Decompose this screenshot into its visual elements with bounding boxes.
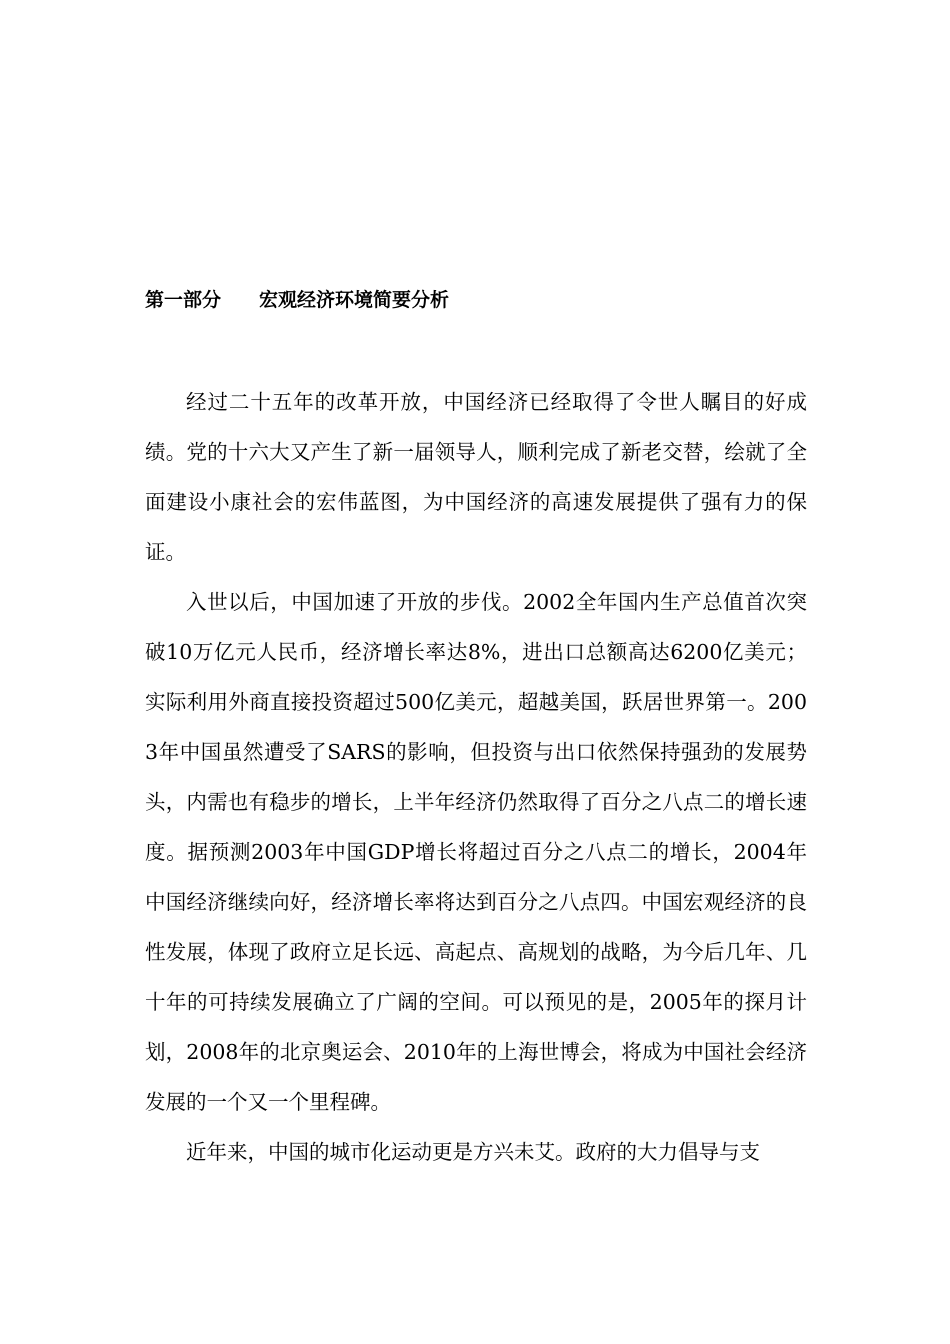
- body-text: [145, 377, 807, 1177]
- section-part-label: 第一部分: [145, 289, 222, 311]
- paragraph: 入世以后，中国加速了开放的步伐。2002全年国内生产总值首次突破10万亿元人民币，经济增长率达8%，进出口总额高达6200亿美元；实际利用外商直接投资超过500亿美元，超越美国，跃居世界第一。2003年中国虽然遭受了SARS的影响，但投资与出口依然保持强劲的发展势头，内需也有稳步的增长，上半年经济仍然取得了百分之八点二的增长速度。据预测2003年中国GDP增长将超过百分之八点二的增长，2004年中国经济继续向好，经济增长率将达到百分之八点四。中国宏观经济的良性发展，体现了政府立足长远、高起点、高规划的战略，为今后几年、几十年的可持续发展确立了广阔的空间。可以预见的是，2005年的探月计划，2008年的北京奥运会、2010年的上海世博会，将成为中国社会经济发展的一个又一个里程碑。: [145, 590, 807, 1114]
- section-heading: [145, 286, 449, 314]
- paragraph: 经过二十五年的改革开放，中国经济已经取得了令世人瞩目的好成绩。党的十六大又产生了新一届领导人，顺利完成了新老交替，绘就了全面建设小康社会的宏伟蓝图，为中国经济的高速发展提供了强有力的保证。: [145, 390, 807, 564]
- paragraph: 近年来，中国的城市化运动更是方兴未艾。政府的大力倡导与支: [186, 1140, 760, 1164]
- section-title: 宏观经济环境简要分析: [259, 289, 450, 311]
